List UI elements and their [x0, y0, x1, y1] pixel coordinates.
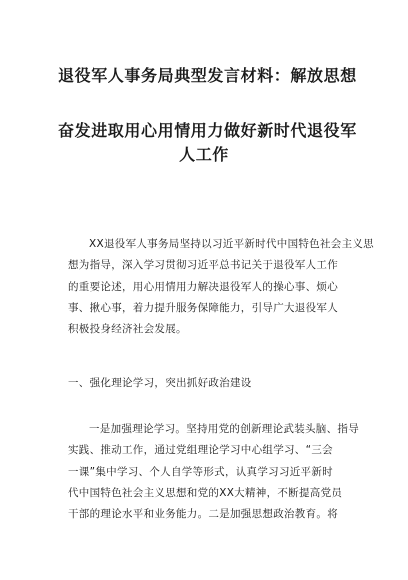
document-title-line-3: 人工作 — [179, 145, 229, 164]
intro-paragraph-line: 想为指导，深入学习贯彻习近平总书记关于退役军人工作 — [68, 259, 338, 272]
document-title-line-2: 奋发进取用心用情用力做好新时代退役军 — [58, 121, 357, 140]
section-1-paragraph-line: 代中国特色社会主义思想和党的XX大精神，不断提高党员 — [68, 486, 343, 499]
intro-paragraph-line: XX退役军人事务局坚持以习近平新时代中国特色社会主义思 — [89, 238, 374, 250]
intro-paragraph-line: 事、揪心事，着力提升服务保障能力，引导广大退役军人 — [68, 301, 338, 314]
section-1-paragraph-line: 一是加强理论学习。坚持用党的创新理论武装头脑、指导 — [89, 423, 359, 435]
section-1-paragraph-line: 一课”集中学习、个人自学等形式，认真学习习近平新时 — [68, 465, 333, 478]
section-heading-1: 一、强化理论学习，突出抓好政治建设 — [68, 377, 252, 389]
section-1-paragraph — [68, 419, 359, 525]
section-1-paragraph-line: 实践、推动工作，通过党组理论学习中心组学习、“三会 — [68, 444, 333, 457]
intro-paragraph-line: 积极投身经济社会发展。 — [68, 323, 187, 336]
document-title-line-1: 退役军人事务局典型发言材料：解放思想 — [58, 66, 357, 85]
intro-paragraph — [68, 234, 374, 340]
intro-paragraph-line: 的重要论述，用心用情用力解决退役军人的操心事、烦心 — [68, 280, 338, 293]
section-1-paragraph-line: 干部的理论水平和业务能力。二是加强思想政治教育。将 — [68, 508, 338, 521]
